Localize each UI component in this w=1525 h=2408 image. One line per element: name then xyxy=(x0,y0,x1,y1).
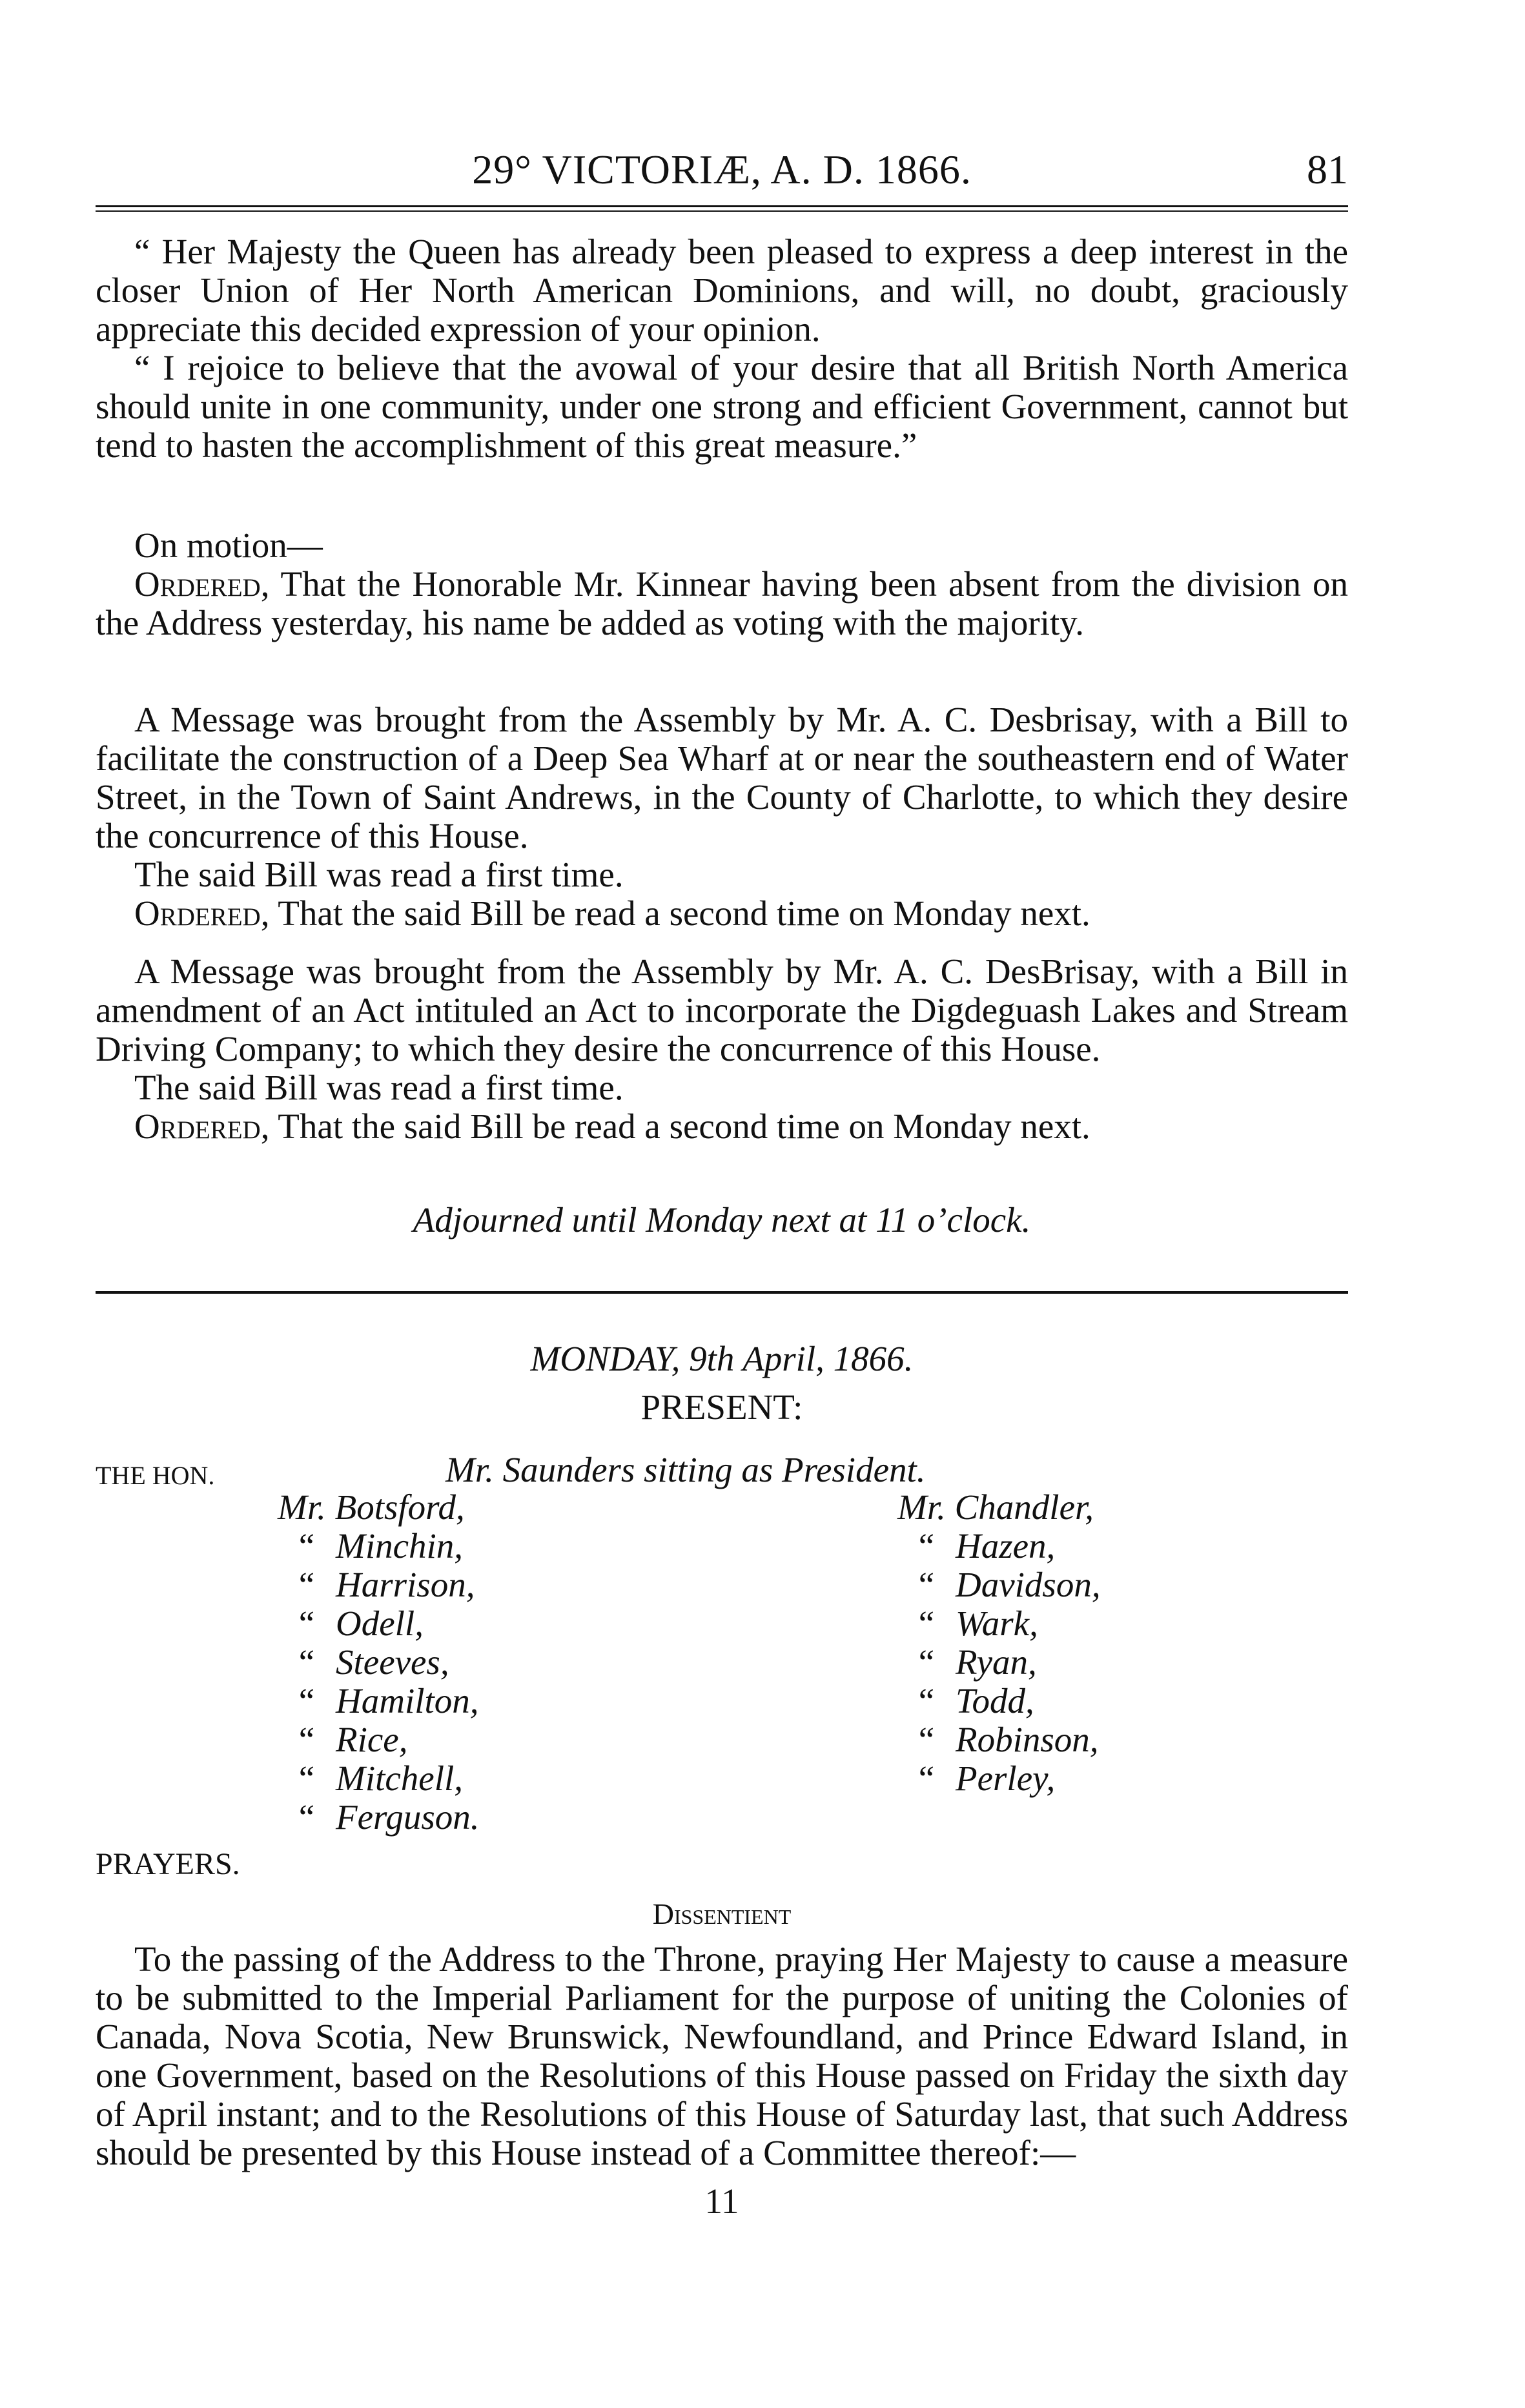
adjournment: Adjourned until Monday next at 11 o’clock. xyxy=(413,1200,1031,1240)
sitting-date: MONDAY, 9th April, 1866. xyxy=(530,1339,914,1378)
member-name: Odell, xyxy=(336,1604,424,1643)
ditto-mark: “ xyxy=(298,1565,315,1604)
member-name: Ryan, xyxy=(956,1642,1037,1682)
present-heading: PRESENT: xyxy=(640,1387,803,1427)
member-name: Harrison, xyxy=(336,1565,475,1604)
member-entry xyxy=(278,1720,480,1759)
header-rule xyxy=(96,205,1348,212)
ditto-mark: “ xyxy=(918,1720,935,1759)
member-entry xyxy=(897,1527,1101,1566)
member-entry xyxy=(897,1682,1101,1720)
ditto-mark: “ xyxy=(298,1526,315,1566)
motion-order xyxy=(96,565,1348,642)
member-name: Davidson, xyxy=(956,1565,1101,1604)
member-entry xyxy=(897,1759,1101,1798)
ditto-mark: “ xyxy=(918,1526,935,1566)
message-one xyxy=(96,700,1348,933)
motion-section xyxy=(96,526,1348,642)
member-name: Mr. Chandler, xyxy=(897,1487,1094,1527)
message-order xyxy=(96,1107,1348,1146)
ordered-label: Ordered, xyxy=(134,893,270,933)
ditto-mark: “ xyxy=(298,1797,315,1837)
member-name: Steeves, xyxy=(336,1642,449,1682)
message-two xyxy=(96,952,1348,1146)
member-name: Rice, xyxy=(336,1720,408,1759)
member-name: Perley, xyxy=(956,1759,1056,1798)
dissentient-text: To the passing of the Address to the Throne, praying Her Majesty to cause a measure to be submitted to the Imperial Parliament for the purpose of uniting the Colonies of Canada, Nova Scotia, New Brunswick, Newfoundland, and Prince Edward Island, in one Government, based on the Resolutions of this House passed on Friday the sixth day of April instant; and to the Resolutions of this House of Saturday last, that such Address should be presented by this House instead of a Committee thereof:— xyxy=(96,1939,1348,2172)
members-left-column xyxy=(278,1488,480,1837)
quote-paragraph: “ I rejoice to believe that the avowal of your desire that all British North America should unite in one community, under one strong and efficient Government, cannot but tend to hasten the accomplishment of this great measure.” xyxy=(96,348,1348,465)
ditto-mark: “ xyxy=(298,1681,315,1720)
member-name: Wark, xyxy=(956,1604,1038,1643)
member-entry xyxy=(897,1643,1101,1682)
member-entry xyxy=(897,1604,1101,1643)
message-text: A Message was brought from the Assembly by Mr. A. C. Desbrisay, with a Bill to facilitate the construction of a Deep Sea Wharf at or near the southeastern end of Water Street, in the Town of Saint Andrews, in the County of Charlotte, to which they desire the concurrence of this House. xyxy=(96,700,1348,855)
page-number: 81 xyxy=(1307,147,1348,192)
member-name: Mitchell, xyxy=(336,1759,464,1798)
quote-paragraph: “ Her Majesty the Queen has already been pleased to express a deep interest in the closer Union of Her North American Dominions, and will, no doubt, graciously appreciate this decided expression of your opinion. xyxy=(96,232,1348,349)
member-name: Hamilton, xyxy=(336,1681,479,1720)
member-entry xyxy=(278,1682,480,1720)
section-rule xyxy=(96,1291,1348,1294)
ordered-text: That the Honorable Mr. Kinnear having been absent from the division on the Address yesterday, his name be added as voting with the majority. xyxy=(96,564,1348,642)
member-entry xyxy=(278,1798,480,1837)
member-name: Minchin, xyxy=(336,1526,464,1566)
member-entry xyxy=(897,1566,1101,1604)
ditto-mark: “ xyxy=(918,1604,935,1643)
bill-read: The said Bill was read a first time. xyxy=(134,1068,624,1107)
ditto-mark: “ xyxy=(918,1681,935,1720)
quoted-reply xyxy=(96,232,1348,465)
ordered-label: Ordered, xyxy=(134,1107,270,1146)
page-header xyxy=(96,146,1348,198)
members-right-column xyxy=(897,1488,1101,1798)
member-name: Hazen, xyxy=(956,1526,1056,1566)
ditto-mark: “ xyxy=(298,1759,315,1798)
member-name: Mr. Botsford, xyxy=(278,1487,465,1527)
member-name: Robinson, xyxy=(956,1720,1099,1759)
message-order xyxy=(96,894,1348,933)
signature-mark: 11 xyxy=(704,2181,739,2221)
ditto-mark: “ xyxy=(918,1565,935,1604)
member-entry xyxy=(278,1527,480,1566)
ditto-mark: “ xyxy=(918,1642,935,1682)
dissentient-heading: Dissentient xyxy=(652,1897,792,1930)
member-entry xyxy=(278,1643,480,1682)
prayers-label: PRAYERS. xyxy=(96,1847,240,1881)
the-hon-label: THE HON. xyxy=(96,1461,215,1490)
bill-read: The said Bill was read a first time. xyxy=(134,855,624,894)
running-title: 29° VICTORIÆ, A. D. 1866. xyxy=(472,147,972,192)
dissentient-section xyxy=(96,1940,1348,2172)
ditto-mark: “ xyxy=(298,1642,315,1682)
ordered-text: That the said Bill be read a second time on Monday next. xyxy=(278,1107,1090,1146)
member-entry xyxy=(897,1720,1101,1759)
member-entry xyxy=(278,1604,480,1643)
message-text: A Message was brought from the Assembly by Mr. A. C. DesBrisay, with a Bill in amendment of an Act intituled an Act to incorporate the Digdeguash Lakes and Stream Driving Company; to which they desire the concurrence of this House. xyxy=(96,952,1348,1068)
on-motion: On motion— xyxy=(134,525,323,565)
ordered-label: Ordered, xyxy=(134,564,270,604)
ditto-mark: “ xyxy=(298,1604,315,1643)
president-line: Mr. Saunders sitting as President. xyxy=(445,1450,926,1489)
member-name: Todd, xyxy=(956,1681,1034,1720)
ditto-mark: “ xyxy=(298,1720,315,1759)
ditto-mark: “ xyxy=(918,1759,935,1798)
member-entry xyxy=(278,1759,480,1798)
member-entry xyxy=(278,1566,480,1604)
member-name: Ferguson. xyxy=(336,1797,480,1837)
ordered-text: That the said Bill be read a second time on Monday next. xyxy=(278,893,1090,933)
